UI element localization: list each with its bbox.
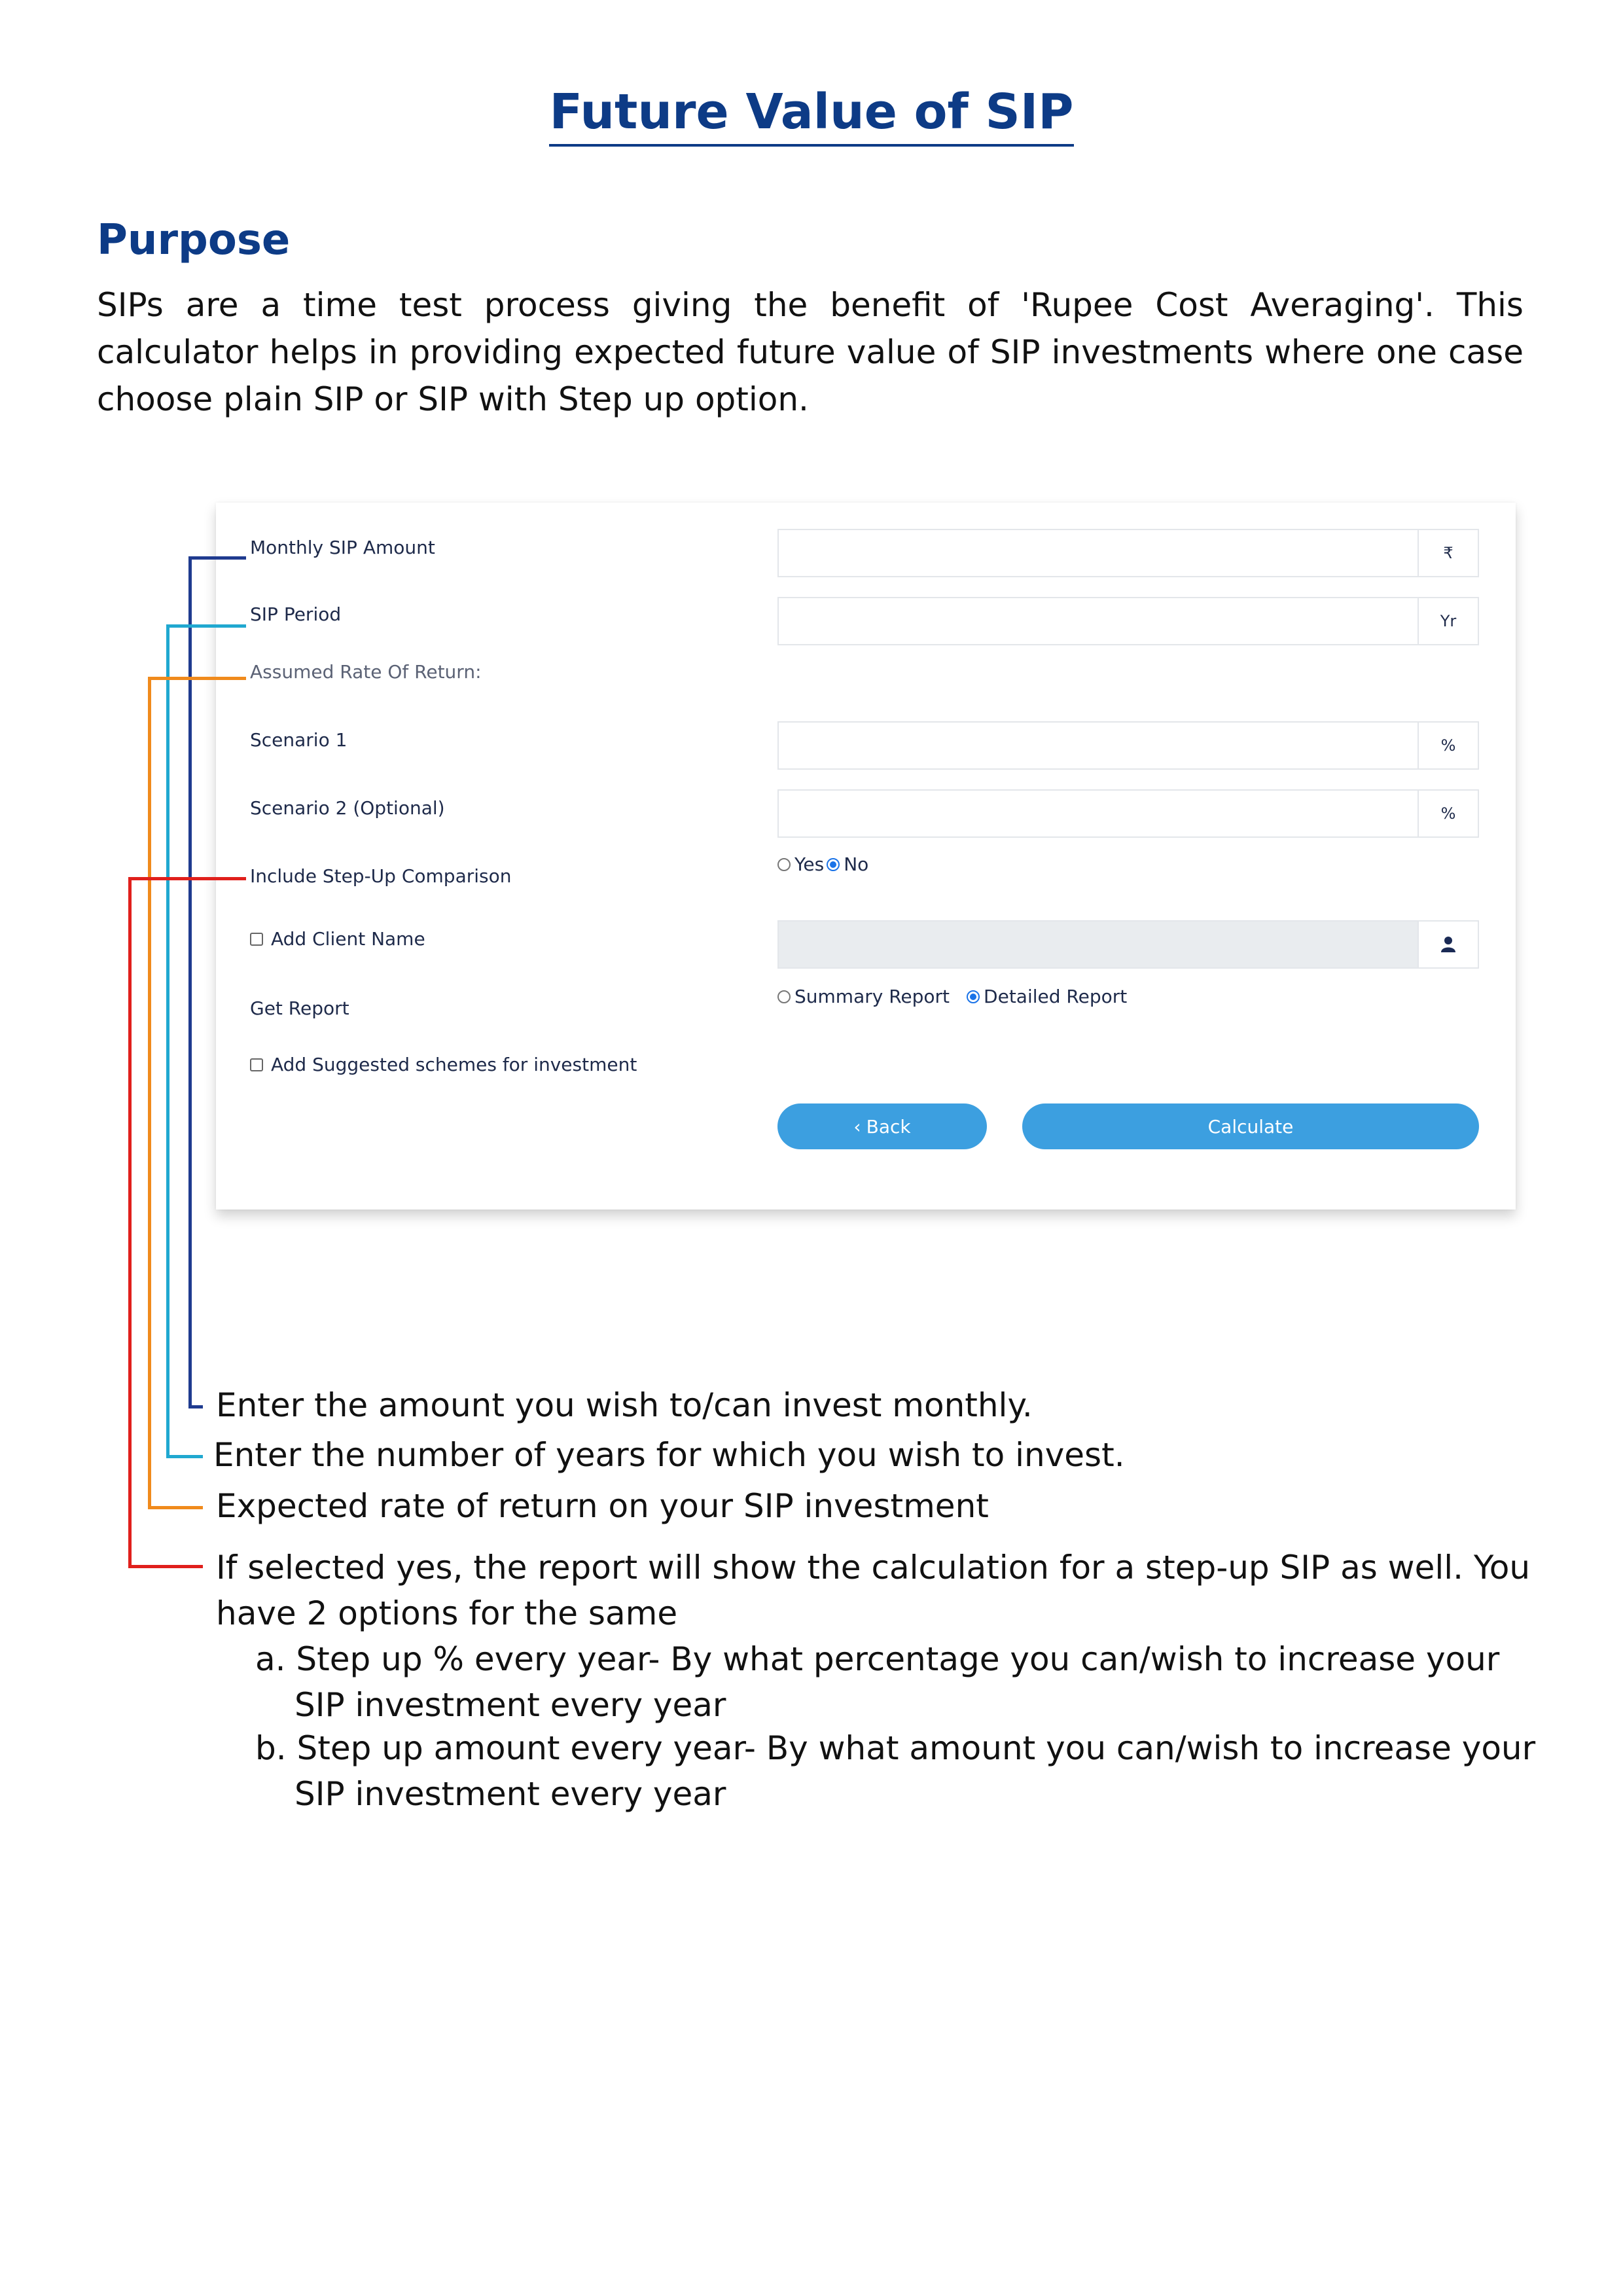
- scenario2-label: Scenario 2 (Optional): [250, 797, 445, 819]
- client-name-label: Add Client Name: [271, 928, 425, 950]
- scenario2-field: [777, 789, 1479, 838]
- stepup-label: Include Step-Up Comparison: [250, 865, 512, 887]
- monthly-sip-input[interactable]: [779, 530, 1418, 576]
- rate-connector-bottom: [148, 1506, 203, 1509]
- monthly-connector-vertical: [188, 556, 192, 1408]
- report-radio-group: [777, 986, 1127, 1007]
- sip-calculator-form: [216, 503, 1516, 1210]
- monthly-sip-label: Monthly SIP Amount: [250, 537, 435, 558]
- stepup-yes-radio[interactable]: [777, 858, 791, 871]
- stepup-no-radio[interactable]: [827, 858, 840, 871]
- stepup-connector-bottom: [128, 1565, 203, 1568]
- year-unit: Yr: [1418, 598, 1478, 644]
- purpose-text: SIPs are a time test process giving the benefit of 'Rupee Cost Averaging'. This calculator helps in providing expected future value of SIP investments where one case choose plain SIP or SIP with Step up option.: [97, 286, 1524, 418]
- monthly-connector-bottom: [188, 1405, 203, 1408]
- scenario1-field: [777, 721, 1479, 770]
- assumed-rate-label: Assumed Rate Of Return:: [250, 661, 482, 683]
- rate-connector-vertical: [148, 677, 151, 1509]
- user-icon: [1418, 922, 1478, 967]
- back-button[interactable]: [777, 1103, 987, 1149]
- page-title: Future Value of SIP: [0, 84, 1623, 140]
- monthly-sip-field: [777, 529, 1479, 577]
- suggested-schemes-option: [250, 1054, 637, 1075]
- note-years: Enter the number of years for which you wish to invest.: [213, 1436, 1125, 1474]
- scenario1-input[interactable]: [779, 723, 1418, 768]
- detailed-report-label: Detailed Report: [984, 986, 1128, 1007]
- detailed-report-radio[interactable]: [967, 990, 980, 1003]
- client-name-checkbox[interactable]: [250, 933, 263, 946]
- rupee-icon: ₹: [1418, 530, 1478, 576]
- client-name-field: [777, 920, 1479, 969]
- suggested-schemes-checkbox[interactable]: [250, 1058, 263, 1071]
- stepup-connector-vertical: [128, 877, 132, 1568]
- note-rate: Expected rate of return on your SIP investment: [216, 1487, 989, 1525]
- client-name-input[interactable]: [779, 922, 1418, 967]
- note-stepup: If selected yes, the report will show the calculation for a step-up SIP as well. You have 2 options for the same: [216, 1549, 1531, 1632]
- sip-period-label: SIP Period: [250, 603, 342, 625]
- section-heading: Purpose: [97, 216, 291, 264]
- sip-period-field: [777, 597, 1479, 645]
- summary-report-label: Summary Report: [794, 986, 950, 1007]
- suggested-schemes-label: Add Suggested schemes for investment: [271, 1054, 637, 1075]
- scenario1-label: Scenario 1: [250, 729, 348, 751]
- note-option-b: b. Step up amount every year- By what amount you can/wish to increase your SIP investment every year: [255, 1729, 1536, 1813]
- percent-icon: %: [1418, 791, 1478, 836]
- years-connector-top: [166, 624, 246, 628]
- percent-icon: %: [1418, 723, 1478, 768]
- years-connector-bottom: [166, 1455, 203, 1458]
- stepup-no-label: No: [844, 853, 869, 875]
- stepup-yes-label: Yes: [794, 853, 825, 875]
- note-option-a: a. Step up % every year- By what percentage you can/wish to increase your SIP investment every year: [255, 1640, 1500, 1724]
- client-name-option: [250, 928, 425, 950]
- back-button-label: Back: [866, 1115, 911, 1138]
- stepup-connector-top: [128, 877, 246, 880]
- calculate-button[interactable]: Calculate: [1022, 1103, 1479, 1149]
- chevron-left-icon: ‹: [853, 1115, 861, 1138]
- sip-period-input[interactable]: [779, 598, 1418, 644]
- stepup-radio-group: [777, 853, 868, 875]
- summary-report-radio[interactable]: [777, 990, 791, 1003]
- note-monthly: Enter the amount you wish to/can invest monthly.: [216, 1386, 1033, 1424]
- monthly-connector-top: [188, 556, 246, 560]
- get-report-label: Get Report: [250, 997, 349, 1019]
- years-connector-vertical: [166, 624, 169, 1458]
- rate-connector-top: [148, 677, 246, 680]
- scenario2-input[interactable]: [779, 791, 1418, 836]
